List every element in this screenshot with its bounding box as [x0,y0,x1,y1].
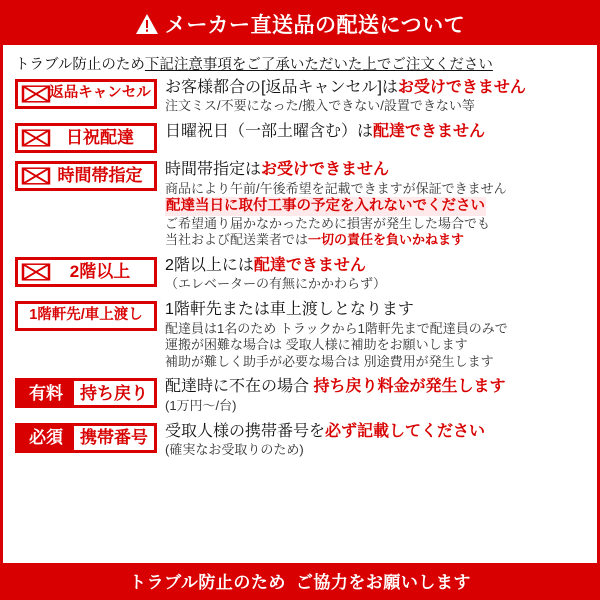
notice-text: 運搬が困難な場合は 受取人様に補助をお願いします [165,337,468,353]
subheader-underlined: 下記注意事項をご了承いただいた上でご注文ください [144,57,493,73]
notice-line [165,78,587,98]
cross-mark-icon [21,129,51,147]
notice-text: 注文ミス/不要になった/搬入できない/設置できない等 [165,98,475,114]
notice-line [165,216,587,233]
notice-text: ご希望通り届かなかったために損害が発生した場合でも [165,215,491,231]
notice-text: 受取人様の携帯番号を [165,422,326,440]
notice-line [165,321,587,338]
notice-tag-label: 日祝配達 [66,128,134,148]
notice-line [165,160,587,180]
notice-text: お受けできません [397,79,526,96]
notice-text: 一切の責任を負いかねます [308,232,465,248]
cross-mark-icon [21,167,51,185]
notice-tag [15,378,157,408]
notice-line [165,122,587,142]
notice-text: 補助が難しく助手が必要な場合は 別途費用が発生します [165,353,494,369]
notice-body [157,256,587,293]
notice-tag [15,123,157,153]
notice-text: （エレベーターの有無にかかわらず） [165,276,387,292]
notice-text: 時間帯指定は [165,161,262,179]
notice-text: 配達時に不在の場合 [165,378,314,396]
notice-text: 2階以上には [165,256,254,274]
notice-text: 1階軒先または車上渡しとなります [165,301,414,319]
notice-text: 持ち戻り料金が発生します [313,378,506,396]
notice-tag-badge: 有料 [18,381,74,405]
notice-tag-label: 2階以上 [69,262,131,282]
notice-line [165,337,587,354]
footer-left-text: トラブル防止のため [129,572,286,592]
notice-rows [3,78,597,459]
notice-row [15,78,587,115]
footer-right-text: ご協力をお願いします [295,572,471,592]
notice-body [157,377,587,414]
notice-line [165,181,587,198]
notice-line [165,197,587,216]
notice-line [165,256,587,276]
notice-row [15,256,587,293]
subheader [3,45,597,78]
notice-tag-label: 持ち戻り [80,383,148,403]
cross-mark-icon [21,85,51,103]
notice-body [157,78,587,115]
notice-tag-label: 時間帯指定 [57,166,143,186]
notice-body [157,300,587,370]
page-title: メーカー直送品の配送について [164,14,466,37]
notice-text: 配達当日に取付工事の予定を入れないでください [166,198,485,215]
notice-row [15,122,587,153]
notice-row [15,422,587,459]
warning-triangle-icon [135,13,159,35]
notice-body [157,160,587,249]
subheader-lead: トラブル防止のため [15,57,145,73]
notice-text: 日曜祝日（一部土曜含む）は [165,123,374,141]
notice-line [165,398,587,415]
notice-text: (確実なお受取りのため) [165,441,304,457]
notice-text: 商品により午前/午後希望を記載できますが保証できません [165,180,507,196]
notice-row [15,377,587,414]
notice-row [15,300,587,370]
notice-tag-label: 1階軒先/車上渡し [29,307,143,324]
notice-line [165,354,587,371]
cross-mark-icon [21,263,51,281]
notice-text: 配達員は1名のため トラックから1階軒先まで配達員のみで [165,320,508,336]
notice-tag-label: 返品キャンセル [49,85,151,102]
notice-tag [15,423,157,453]
notice-row [15,160,587,249]
notice-line [165,300,587,320]
notice-text: お客様都合の[返品キャンセル]は [165,79,398,96]
page-footer [3,563,597,597]
notice-body [157,422,587,459]
notice-tag [15,301,157,331]
notice-tag-badge: 必須 [18,426,74,450]
notice-line [165,422,587,442]
notice-tag [15,257,157,287]
notice-line [165,98,587,115]
notice-text: 必ず記載してください [325,422,486,440]
notice-text: 当社および配送業者では [165,232,309,248]
notice-text: 配達できません [253,256,366,274]
notice-line [165,377,587,397]
notice-text: お受けできません [261,161,390,179]
notice-text: 配達できません [373,123,486,141]
notice-text: (1万円～/台) [165,397,237,413]
notice-body [157,122,587,142]
page-header [3,3,597,45]
notice-tag [15,79,157,109]
notice-tag-label: 携帯番号 [80,427,148,447]
notice-line [165,232,587,249]
notice-tag [15,161,157,191]
notice-line [165,276,587,293]
notice-line [165,442,587,459]
